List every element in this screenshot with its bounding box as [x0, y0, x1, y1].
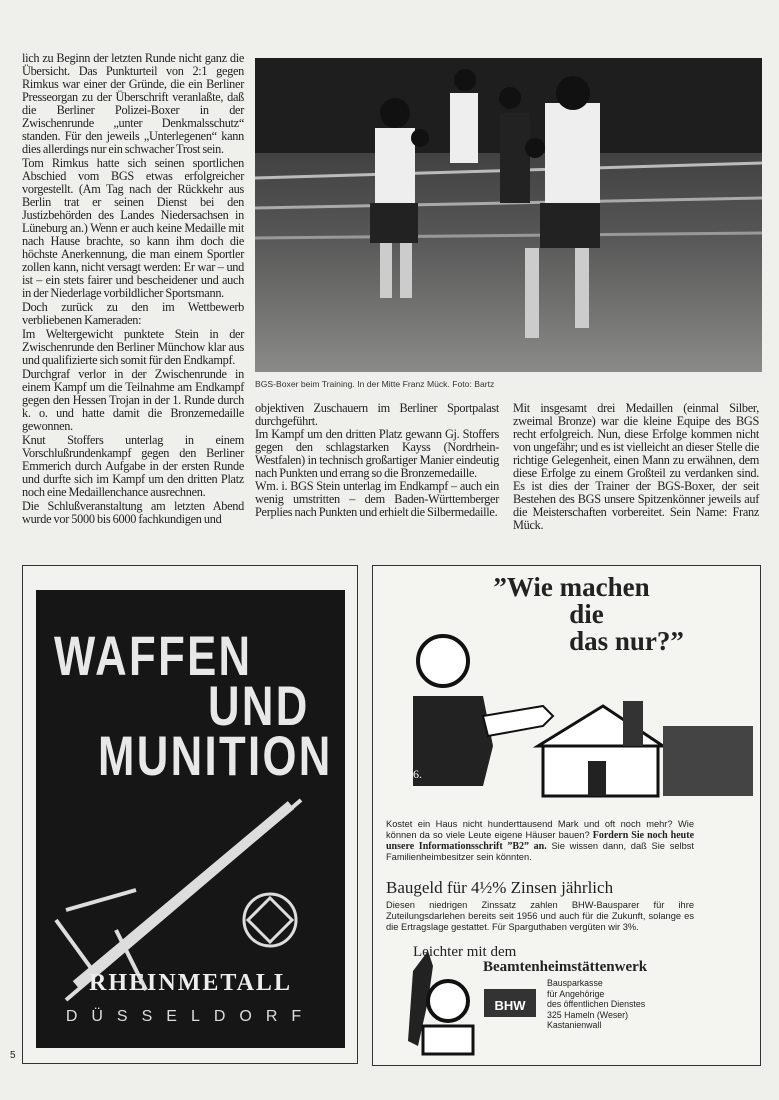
brand-name: RHEINMETALL: [89, 970, 292, 996]
boxing-training-photo: [255, 58, 762, 372]
paragraph: Im Weltergewicht punktete Stein in der Zwischenrunde den Berliner Münchow klar aus und qualifizierte sich somit für den Endkampf.: [22, 327, 244, 367]
intro-end-text: Sie wissen dann, daß Sie selbst Familienheimbesitzer sein könnten.: [386, 841, 694, 862]
ad-subhead: Baugeld für 4½% Zinsen jährlich: [386, 878, 614, 897]
headline-line: ”Wie machen: [493, 572, 650, 602]
photo-caption: BGS-Boxer beim Training. In der Mitte Franz Mück. Foto: Bartz: [255, 379, 495, 389]
company-name: Beamtenheimstättenwerk: [483, 959, 648, 975]
ad-intro: [386, 819, 694, 863]
article-column-middle: [255, 402, 499, 519]
intro-text: Kostet ein Haus nicht hunderttausend Mark und oft noch mehr? Wie können da so viele Leute eigene Häuser bauen?: [386, 819, 694, 840]
thinking-man-and-house-illustration: [373, 596, 760, 816]
paragraph: Wm. i. BGS Stein unterlag im Endkampf – auch ein wenig umstritten – dem Baden-Württemberger Perplies nach Punkten und erhielt die Silbermedaille.: [255, 479, 499, 519]
ad-body: Diesen niedrigen Zinssatz zahlen BHW-Bausparer für ihre Zuteilungsdarlehen bereits seit 1956 und auch für die Zukunft, solange es die Ertragslage gestattet. Für Sparguthaben vergüten wir 3%.: [386, 900, 694, 932]
rheinmetall-logo-icon: [244, 894, 296, 946]
brand-city: DÜSSELDORF: [65, 1008, 316, 1025]
artist-signature: 6.: [413, 767, 422, 781]
ad-tagline: Leichter mit dem: [413, 944, 517, 960]
intro-bold-text: Fordern Sie noch heute unsere Informationsschrift ”B2” an.: [386, 830, 695, 852]
boxers-illustration: [255, 58, 762, 372]
bhw-advertisement: [372, 565, 761, 1066]
paragraph: Tom Rimkus hatte sich seinen sportlichen Abschied vom BGS etwas erfolgreicher vorgestellt. (Am Tag nach der Rückkehr aus Berlin trat er seinen Dienst bei den Justizbehörden des Landes Niedersachsen in Lüneburg an.) Wenn er auch keine Medaille mit nach Hause brachte, so kann ihm doch die höchste Anerkennung, die man einem Sportler zollen kann, nicht versagt werden: Er war – und ist – ein stets fairer und bescheidener und auch in der Niederlage vorbildlicher Sportsmann.: [22, 156, 244, 300]
paragraph: Mit insgesamt drei Medaillen (einmal Silber, zweimal Bronze) war die kleine Equipe des BGS recht erfolgreich. Nun, diese Erfolge kommen nicht von ungefähr; und es ist vielleicht an dieser Stelle die richtige Gelegenheit, einen Mann zu erwähnen, dem diese Erfolge zu einem Großteil zu verdanken sind. Es ist dies der Trainer der BGS-Boxer, der seit Bestehen des BGS unsere Spitzenkönner jeweils auf die Meisterschaften vorbereitet. Sein Name: Franz Mück.: [513, 401, 759, 532]
address-line: Bausparkasse: [547, 978, 603, 988]
ad-headline-line1: WAFFEN: [54, 624, 253, 687]
ad-headline-line2: UND: [208, 674, 310, 737]
paragraph: Durchgraf verlor in der Zwischenrunde in einem Kampf um die Teilnahme am Endkampf gegen den Hessen Trojan in der 1. Runde durch k. o. und hatte damit die Bronzemedaille gewonnen.: [22, 367, 244, 433]
bhw-logo: [484, 989, 536, 1017]
address-line: 325 Hameln (Weser): [547, 1009, 628, 1020]
article-column-right: [513, 402, 759, 533]
rheinmetall-advertisement: [22, 565, 358, 1064]
paragraph: objektiven Zuschauern im Berliner Sportpalast durchgeführt.: [255, 401, 499, 428]
waving-man-illustration: [403, 951, 483, 1061]
paragraph: Im Kampf um den dritten Platz gewann Gj. Stoffers gegen den schlagstarken Kayss (Nordrhein-Westfalen) in technisch großartiger Manier eindeutig nach Punkten und errang so die Bronzemedaille.: [255, 427, 499, 480]
address-line: für Angehörige: [547, 988, 605, 999]
paragraph: Knut Stoffers unterlag in einem Vorschlußrundenkampf gegen den Berliner Emmerich durch Aufgabe in der ersten Runde und durfte sich im Kampf um den dritten Platz noch eine Medaillenchance ausrechnen.: [22, 433, 244, 499]
headline-line: die: [569, 599, 604, 629]
paragraph: Die Schlußveranstaltung am letzten Abend wurde vor 5000 bis 6000 fachkundigen und: [22, 499, 244, 526]
article-column-left: [22, 52, 244, 527]
paragraph: Doch zurück zu den im Wettbewerb verbliebenen Kameraden:: [22, 300, 244, 327]
address-line: Kastanienwall: [547, 1020, 602, 1030]
headline-line: das nur?”: [569, 626, 684, 656]
paragraph: lich zu Beginn der letzten Runde nicht ganz die Übersicht. Das Punkturteil von 2:1 gegen Rimkus war einer der Gründe, die ein Berliner Presseorgan zu der Überschrift veranlaßte, daß die Berliner Polizei-Boxer in der Zwischenrunde „unter Denkmalsschutz“ standen. Für den jeweils „Unterlegenen“ kann dies allerdings nur ein schwacher Trost sein.: [22, 51, 244, 156]
ad-headline-line3: MUNITION: [98, 724, 333, 787]
company-address: [547, 978, 645, 1031]
address-line: des öffentlichen Dienstes: [547, 999, 646, 1009]
page-number: 5: [10, 1050, 16, 1061]
bhw-logo-text: BHW: [494, 998, 526, 1013]
